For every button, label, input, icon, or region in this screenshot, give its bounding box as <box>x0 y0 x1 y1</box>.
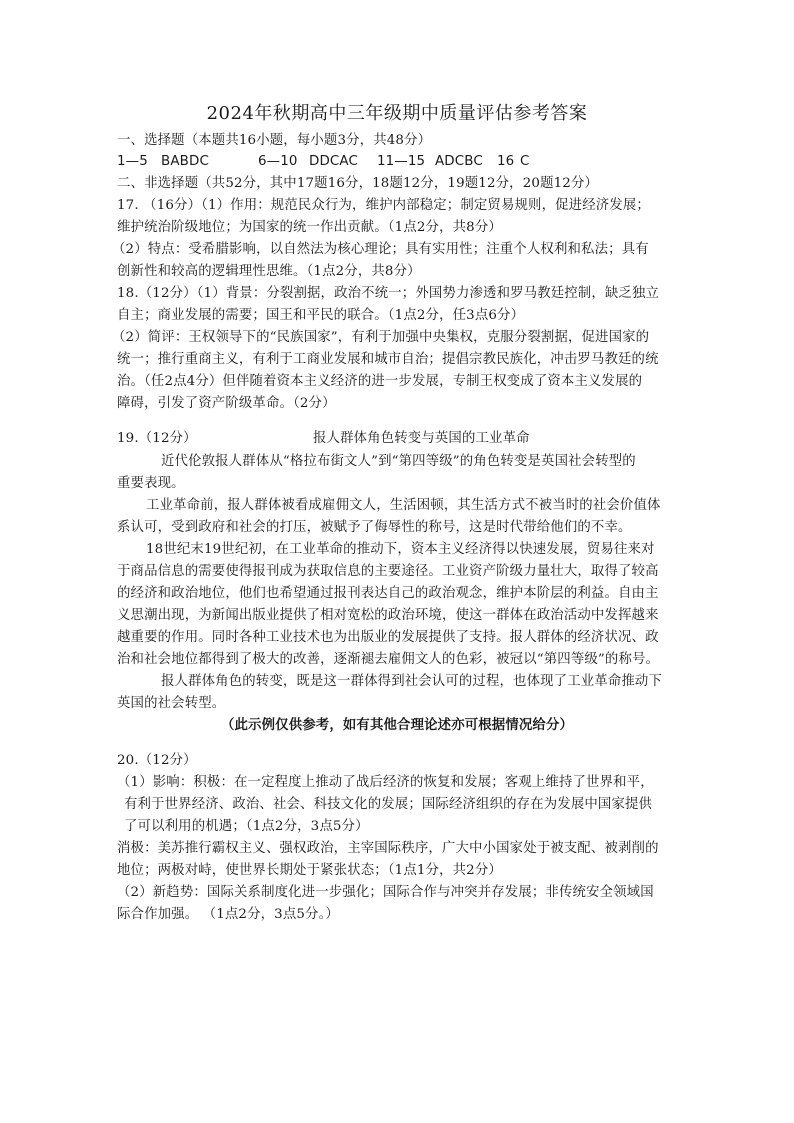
q19-line: 的经济和政治地位，他们也希望通过报刊表达自己的政治观念，维护本阶层的利益。自由主 <box>117 586 659 601</box>
mc-range-1: 1—5 <box>117 154 148 169</box>
q19-number: 19.（12分） <box>117 431 197 446</box>
mc-range-2: 6—10 <box>258 154 298 169</box>
q19-line: 报人群体角色的转变，既是这一群体得到社会认可的过程，也体现了工业革命推动下 <box>161 674 663 689</box>
q18-line: 18.（12分）（1）背景：分裂割据，政治不统一；外国势力渗透和罗马教廷控制，缺乏独立 <box>117 286 660 301</box>
q19-line: 系认可，受到政府和社会的打压，被赋予了侮辱性的称号，这是时代带给他们的不幸。 <box>117 520 632 535</box>
mc-letters-2: DDCAC <box>309 154 358 169</box>
q17-line: 维护统治阶级地位；为国家的统一作出贡献。（1点2分，共8分） <box>117 220 502 235</box>
mc-letters-4: C <box>520 154 530 169</box>
q20-line: 消极：美苏推行霸权主义、强权政治，主宰国际秩序，广大中小国家处于被支配、被剥削的 <box>117 841 659 856</box>
q19-line: 英国的社会转型。 <box>117 696 226 711</box>
q20-line: 地位；两极对峙，使世界长期处于紧张状态；（1点1分，共2分） <box>117 863 502 878</box>
page-title: 2024年秋期高中三年级期中质量评估参考答案 <box>206 103 588 124</box>
mc-answer-row <box>117 155 677 171</box>
q19-line: 重要表现。 <box>117 476 185 491</box>
q20-line: （1）影响：积极：在一定程度上推动了战后经济的恢复和发展；客观上维持了世界和平， <box>117 775 654 790</box>
mc-letters-3: ADCBC <box>435 154 483 169</box>
q19-line: 近代伦敦报人群体从“格拉布街文人”到“第四等级”的角色转变是英国社会转型的 <box>161 454 636 469</box>
q19-line: 工业革命前，报人群体被看成雇佣文人，生活困顿，其生活方式不被当时的社会价值体 <box>146 498 661 513</box>
q19-essay-title: 报人群体角色转变与英国的工业革命 <box>313 431 530 446</box>
q18-line: 治。（任2点4分）但伴随着资本主义经济的进一步发展，专制王权变成了资本主义发展的 <box>117 374 643 389</box>
q19-line: 越重要的作用。同时各种工业技术也为出版业的发展提供了支持。报人群体的经济状况、政 <box>117 630 659 645</box>
mc-letters-1: BABDC <box>161 154 209 169</box>
section2-heading: 二、非选择题（共52分，其中17题16分，18题12分，19题12分，20题12分） <box>117 176 599 191</box>
q20-line: （2）新趋势：国际关系制度化进一步强化；国际合作与冲突并存发展；非传统安全领域国 <box>117 885 654 900</box>
q19-line: 治和社会地位都得到了极大的改善，逐渐褪去雇佣文人的色彩，被冠以“第四等级”的称号。 <box>117 652 660 667</box>
q17-line: 17. （16分）（1）作用：规范民众行为，维护内部稳定；制定贸易规则，促进经济发展； <box>117 198 650 213</box>
mc-range-4: 16 <box>497 154 515 169</box>
section1-heading: 一、选择题（本题共16小题，每小题3分，共48分） <box>117 133 432 148</box>
q18-line: 障碍，引发了资产阶级革命。（2分） <box>117 396 336 411</box>
q20-line: 有利于世界经济、政治、社会、科技文化的发展；国际经济组织的存在为发展中国家提供 <box>124 797 653 812</box>
q19-line: 义思潮出现，为新闻出版业提供了相对宽松的政治环境，使这一群体在政治活动中发挥越来 <box>117 608 659 623</box>
q18-line: （2）简评：王权领导下的“民族国家”，有利于加强中央集权，克服分裂割据，促进国家的 <box>112 330 650 345</box>
q20-line: 了可以利用的机遇；（1点2分，3点5分） <box>124 819 369 834</box>
q20-line: 际合作加强。 （1点2分，3点5分。） <box>117 907 339 922</box>
q18-line: 自主；商业发展的需要；国王和平民的联合。（1点2分，任3点6分） <box>117 308 525 323</box>
q19-line: 于商品信息的需要使得报刊成为获取信息的主要途径。工业资产阶级力量壮大，取得了较高 <box>117 564 659 579</box>
mc-range-3: 11—15 <box>377 154 426 169</box>
q17-line: （2）特点：受希腊影响，以自然法为核心理论；具有实用性；注重个人权利和私法；具有 <box>112 242 649 257</box>
q17-line: 创新性和较高的逻辑理性思维。（1点2分，共8分） <box>117 264 421 279</box>
q19-line: 18世纪末19世纪初，在工业革命的推动下，资本主义经济得以快速发展，贸易往来对 <box>146 542 655 557</box>
q18-line: 统一；推行重商主义，有利于工商业发展和城市自治；提倡宗教民族化，冲击罗马教廷的统 <box>117 352 659 367</box>
q20-line: 20.（12分） <box>117 753 197 768</box>
q19-note: （此示例仅供参考，如有其他合理论述亦可根据情况给分） <box>221 717 574 733</box>
